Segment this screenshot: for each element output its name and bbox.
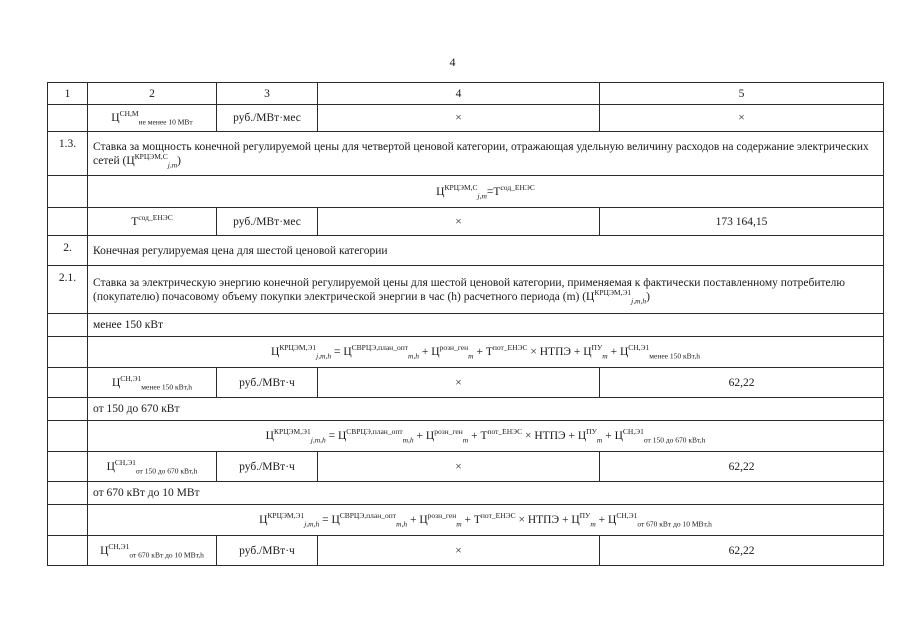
section-description: Ставка за мощность конечной регулируемой цены для четвертой ценовой категории, отражающая удельную величину расходов на содержание электрических сетей $(Ц^{КРЦЭМ,С}_{j,m})$ <box>88 132 884 176</box>
table-row <box>48 452 884 482</box>
col4-cell: × <box>318 368 600 398</box>
col5-cell: 62,22 <box>600 536 884 566</box>
group-label: от 670 кВт до 10 МВт <box>88 482 884 505</box>
section-description: Конечная регулируемая цена для шестой ценовой категории <box>88 236 884 266</box>
header-row <box>48 83 884 105</box>
section-number: 1.3. <box>48 132 88 176</box>
section-description: Ставка за электрическую энергию конечной регулируемой цены для шестой ценовой категории, применяемая к фактически поставленному потребителю (покупателю) почасовому объему покупки электрической энергии в час (h) расчетного периода (m) $(Ц^{КРЦЭМ,Э1}_{j,m,h})$ <box>88 266 884 314</box>
unit-cell: руб./МВт·ч <box>217 452 318 482</box>
unit-cell: руб./МВт·мес <box>217 105 318 132</box>
header-col-3: 3 <box>217 83 318 105</box>
unit-cell: руб./МВт·ч <box>217 536 318 566</box>
section-row-2-1 <box>48 266 884 314</box>
tariff-table <box>47 82 884 566</box>
section-row-2 <box>48 236 884 266</box>
unit-cell: руб./МВт·мес <box>217 208 318 236</box>
formula: $Ц^{КРЦЭМ,С}_{j,m}=Т^{сод\_ЕНЭС}$ <box>88 176 884 208</box>
formula: $Ц^{КРЦЭМ,Э1}_{j,m,h} = Ц^{СВРЦЭ,план\_опт}_{m,h} + Ц^{розн\_ген}_m + Т^{пот\_ЕНЭС}$ × НТПЭ + $Ц^{ПУ}_m + Ц^{СН,Э1}_{от 670 кВт до 10 МВт,h}$ <box>88 505 884 536</box>
col5-cell: 62,22 <box>600 452 884 482</box>
formula-row <box>48 176 884 208</box>
col4-cell: × <box>318 536 600 566</box>
group-label: от 150 до 670 кВт <box>88 398 884 421</box>
col4-cell: × <box>318 105 600 132</box>
header-col-2: 2 <box>88 83 217 105</box>
table-row <box>48 536 884 566</box>
formula-row <box>48 421 884 452</box>
header-col-1: 1 <box>48 83 88 105</box>
table-row <box>48 208 884 236</box>
section-number: 2.1. <box>48 266 88 314</box>
formula-row <box>48 337 884 368</box>
col4-cell: × <box>318 452 600 482</box>
group-label-row <box>48 482 884 505</box>
rate-symbol: $Ц^{СН,Э1}_{от 150 до 670 кВт,h}$ <box>88 452 217 482</box>
section-row-1-3 <box>48 132 884 176</box>
col5-cell: × <box>600 105 884 132</box>
formula: $Ц^{КРЦЭМ,Э1}_{j,m,h} = Ц^{СВРЦЭ,план\_опт}_{m,h} + Ц^{розн\_ген}_m + Т^{пот\_ЕНЭС}$ × НТПЭ + $Ц^{ПУ}_m + Ц^{СН,Э1}_{менее 150 кВт,h}$ <box>88 337 884 368</box>
page-number: 4 <box>449 55 456 69</box>
rate-symbol: $Т^{сод\_ЕНЭС}$ <box>88 208 217 236</box>
header-col-4: 4 <box>318 83 600 105</box>
formula: $Ц^{КРЦЭМ,Э1}_{j,m,h} = Ц^{СВРЦЭ,план\_опт}_{m,h} + Ц^{розн\_ген}_m + Т^{пот\_ЕНЭС}$ × НТПЭ + $Ц^{ПУ}_m + Ц^{СН,Э1}_{от 150 до 670 кВт,h}$ <box>88 421 884 452</box>
col5-cell: 173 164,15 <box>600 208 884 236</box>
group-label-row <box>48 314 884 337</box>
header-col-5: 5 <box>600 83 884 105</box>
col5-cell: 62,22 <box>600 368 884 398</box>
col4-cell: × <box>318 208 600 236</box>
formula-row <box>48 505 884 536</box>
group-label: менее 150 кВт <box>88 314 884 337</box>
table-row <box>48 368 884 398</box>
rate-symbol: $Ц^{СН,М}_{не менее 10 МВт}$ <box>88 105 217 132</box>
section-number: 2. <box>48 236 88 266</box>
unit-cell: руб./МВт·ч <box>217 368 318 398</box>
rate-symbol: $Ц^{СН,Э1}_{от 670 кВт до 10 МВт,h}$ <box>88 536 217 566</box>
groups-body <box>48 314 884 566</box>
group-label-row <box>48 398 884 421</box>
table-row <box>48 105 884 132</box>
rate-symbol: $Ц^{СН,Э1}_{менее 150 кВт,h}$ <box>88 368 217 398</box>
